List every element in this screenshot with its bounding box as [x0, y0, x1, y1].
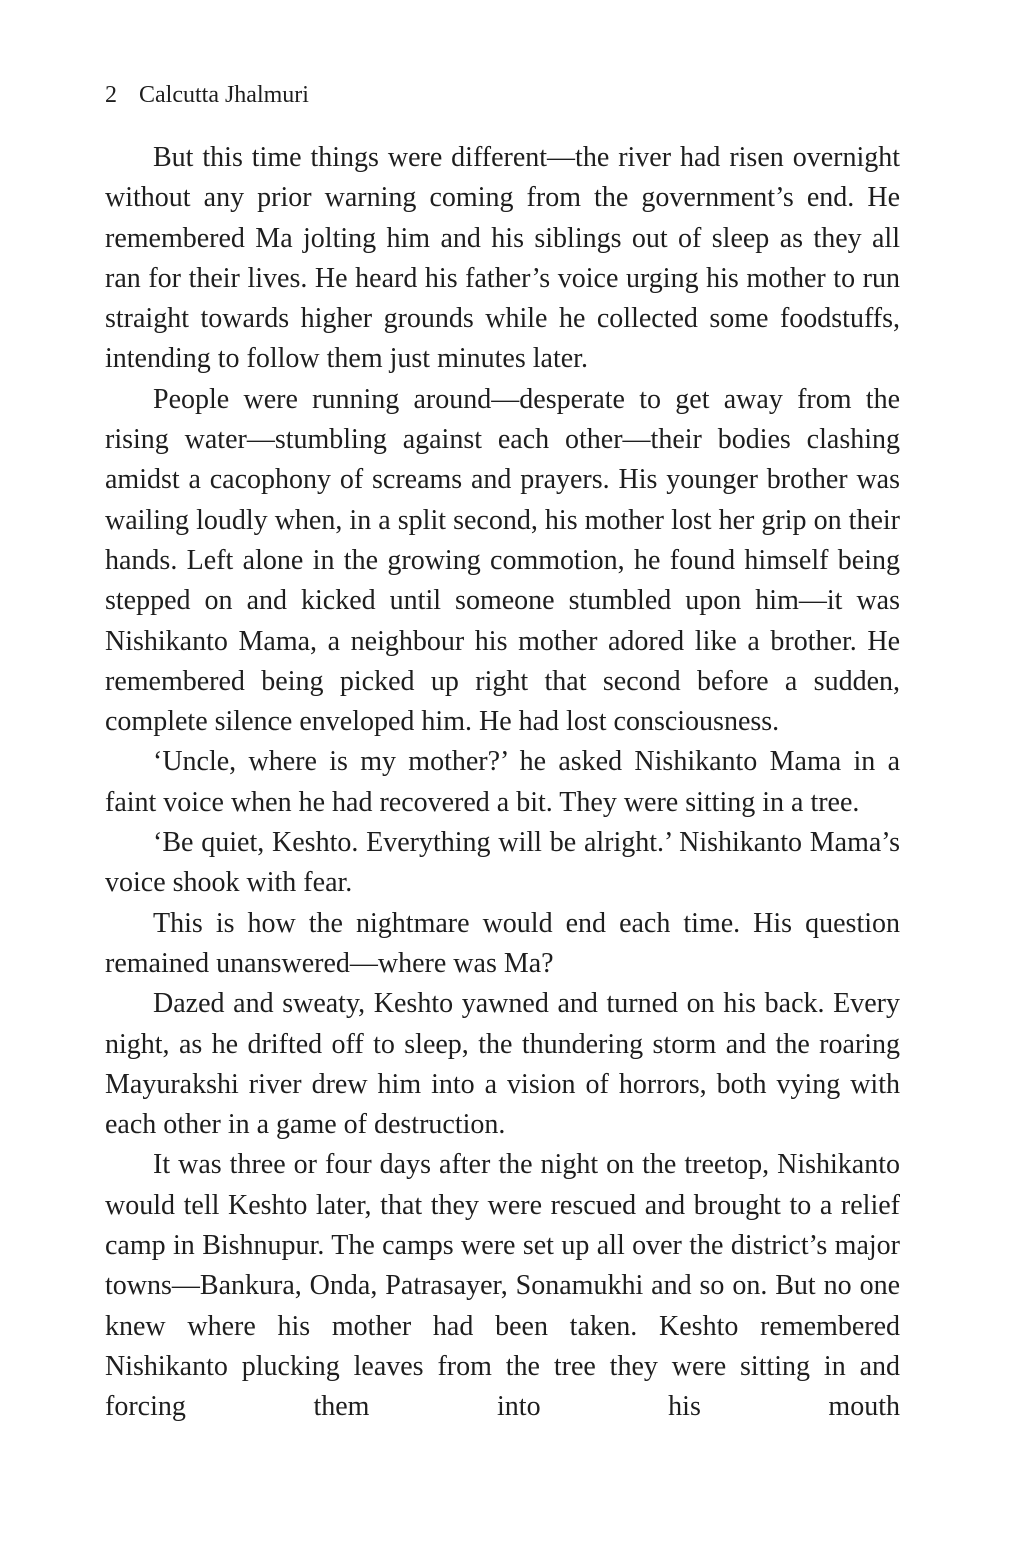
paragraph: But this time things were different—the river had risen overnight without any prior warning coming from the government’s end. He remembered Ma jolting him and his siblings out of sleep as they all ran for their lives. He heard his father’s voice urging his mother to run straight towards higher grounds while he collected some foodstuffs, intending to follow them just minutes later. [105, 142, 900, 375]
paragraph: ‘Be quiet, Keshto. Everything will be alright.’ Nishikanto Mama’s voice shook with fear. [105, 827, 900, 899]
paragraph: ‘Uncle, where is my mother?’ he asked Nishikanto Mama in a faint voice when he had recovered a bit. They were sitting in a tree. [105, 746, 900, 818]
paragraph: This is how the nightmare would end each time. His question remained unanswered—where was Ma? [105, 907, 900, 979]
body-text [105, 138, 900, 1428]
paragraph: People were running around—desperate to get away from the rising water—stumbling against each other—their bodies clashing amidst a cacophony of screams and prayers. His younger brother was wailing loudly when, in a split second, his mother lost her grip on their hands. Left alone in the growing commotion, he found himself being stepped on and kicked until someone stumbled upon him—it was Nishikanto Mama, a neighbour his mother adored like a brother. He remembered being picked up right that second before a sudden, complete silence enveloped him. He had lost consciousness. [105, 383, 900, 738]
page-number: 2 [105, 82, 117, 108]
running-head [105, 78, 309, 112]
book-title: Calcutta Jhalmuri [139, 82, 309, 108]
paragraph: Dazed and sweaty, Keshto yawned and turned on his back. Every night, as he drifted off to sleep, the thundering storm and the roaring Mayurakshi river drew him into a vision of horrors, both vying with each other in a game of destruction. [105, 988, 900, 1141]
paragraph: It was three or four days after the night on the treetop, Nishikanto would tell Keshto later, that they were rescued and brought to a relief camp in Bishnupur. The camps were set up all over the district’s major towns—Bankura, Onda, Patrasayer, Sonamukhi and so on. But no one knew where his mother had been taken. Keshto remembered Nishikanto plucking leaves from the tree they were sitting in and forcing them into his mouth [105, 1149, 900, 1423]
